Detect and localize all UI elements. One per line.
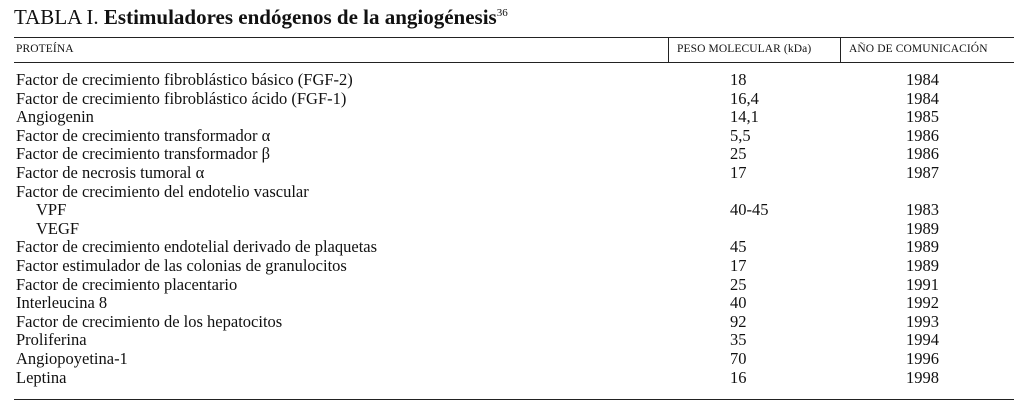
table-body: [0, 71, 1024, 387]
year-cell: 1985: [906, 107, 939, 127]
weight-cell: 16,4: [730, 88, 759, 108]
weight-cell: 16: [730, 367, 747, 387]
header-rule: [14, 62, 1014, 63]
protein-cell: Proliferina: [16, 330, 87, 350]
year-cell: 1986: [906, 125, 939, 145]
protein-cell: Factor de crecimiento fibroblástico básico (FGF-2): [16, 70, 353, 89]
protein-cell: Angiopoyetina-1: [16, 348, 128, 368]
table-title-prefix: TABLA I.: [14, 5, 99, 29]
header-divider: [668, 37, 669, 62]
header-divider: [840, 37, 841, 62]
year-cell: 1992: [906, 293, 939, 313]
weight-cell: 40: [730, 293, 747, 313]
year-cell: 1991: [906, 274, 939, 294]
table-row: [0, 238, 1024, 257]
table-row: [0, 331, 1024, 350]
table-row: [0, 145, 1024, 164]
table-row: [0, 220, 1024, 239]
table-title-main: Estimuladores endógenos de la angiogénesis: [103, 5, 497, 29]
year-cell: 1983: [906, 200, 939, 220]
weight-cell: 5,5: [730, 125, 751, 145]
weight-cell: 25: [730, 144, 747, 164]
year-cell: 1987: [906, 162, 939, 182]
weight-cell: 17: [730, 255, 747, 275]
table-row: [0, 294, 1024, 313]
protein-cell: Factor estimulador de las colonias de granulocitos: [16, 255, 347, 275]
year-cell: 1989: [906, 218, 939, 238]
table-title: [14, 4, 508, 30]
protein-cell: Factor de crecimiento de los hepatocitos: [16, 311, 283, 331]
year-cell: 1986: [906, 144, 939, 164]
table-row: [0, 183, 1024, 202]
protein-cell: Factor de crecimiento endotelial derivado de plaquetas: [16, 237, 378, 257]
protein-cell: Factor de crecimiento transformador β: [16, 144, 270, 164]
table-row: [0, 350, 1024, 369]
protein-cell: Interleucina 8: [16, 293, 108, 313]
weight-cell: 45: [730, 237, 747, 257]
protein-cell: VPF: [36, 200, 67, 220]
table-row: [0, 276, 1024, 295]
table-row: [0, 313, 1024, 332]
table-row: [0, 90, 1024, 109]
weight-cell: 70: [730, 348, 747, 368]
weight-cell: 40-45: [730, 200, 769, 220]
protein-cell: Factor de crecimiento placentario: [16, 274, 238, 294]
bottom-rule: [14, 399, 1014, 400]
year-cell: 1998: [906, 367, 939, 387]
table-row: [0, 201, 1024, 220]
protein-cell: Factor de necrosis tumoral α: [16, 162, 205, 182]
table-row: [0, 164, 1024, 183]
column-header-protein: PROTEÍNA: [16, 43, 74, 55]
protein-cell: VEGF: [36, 218, 80, 238]
year-cell: 1984: [906, 88, 939, 108]
protein-cell: Factor de crecimiento del endotelio vascular: [16, 181, 309, 201]
protein-cell: Factor de crecimiento transformador α: [16, 125, 271, 145]
year-cell: 1996: [906, 348, 939, 368]
table-row: [0, 257, 1024, 276]
table-row: [0, 108, 1024, 127]
top-rule: [14, 37, 1014, 38]
weight-cell: 25: [730, 274, 747, 294]
year-cell: 1989: [906, 237, 939, 257]
table-row: [0, 71, 1024, 90]
column-header-year: AÑO DE COMUNICACIÓN: [849, 43, 988, 55]
year-cell: 1994: [906, 330, 939, 350]
table-row: [0, 369, 1024, 388]
weight-cell: 35: [730, 330, 747, 350]
weight-cell: 92: [730, 311, 747, 331]
protein-cell: Angiogenin: [16, 107, 94, 127]
reference-superscript: 36: [496, 7, 508, 19]
table-row: [0, 127, 1024, 146]
weight-cell: 17: [730, 162, 747, 182]
year-cell: 1993: [906, 311, 939, 331]
protein-cell: Factor de crecimiento fibroblástico ácido (FGF-1): [16, 88, 347, 108]
year-cell: 1989: [906, 255, 939, 275]
year-cell: 1984: [906, 70, 939, 89]
weight-cell: 14,1: [730, 107, 759, 127]
weight-cell: 18: [730, 70, 747, 89]
column-header-weight: PESO MOLECULAR (kDa): [677, 43, 812, 55]
protein-cell: Leptina: [16, 367, 67, 387]
